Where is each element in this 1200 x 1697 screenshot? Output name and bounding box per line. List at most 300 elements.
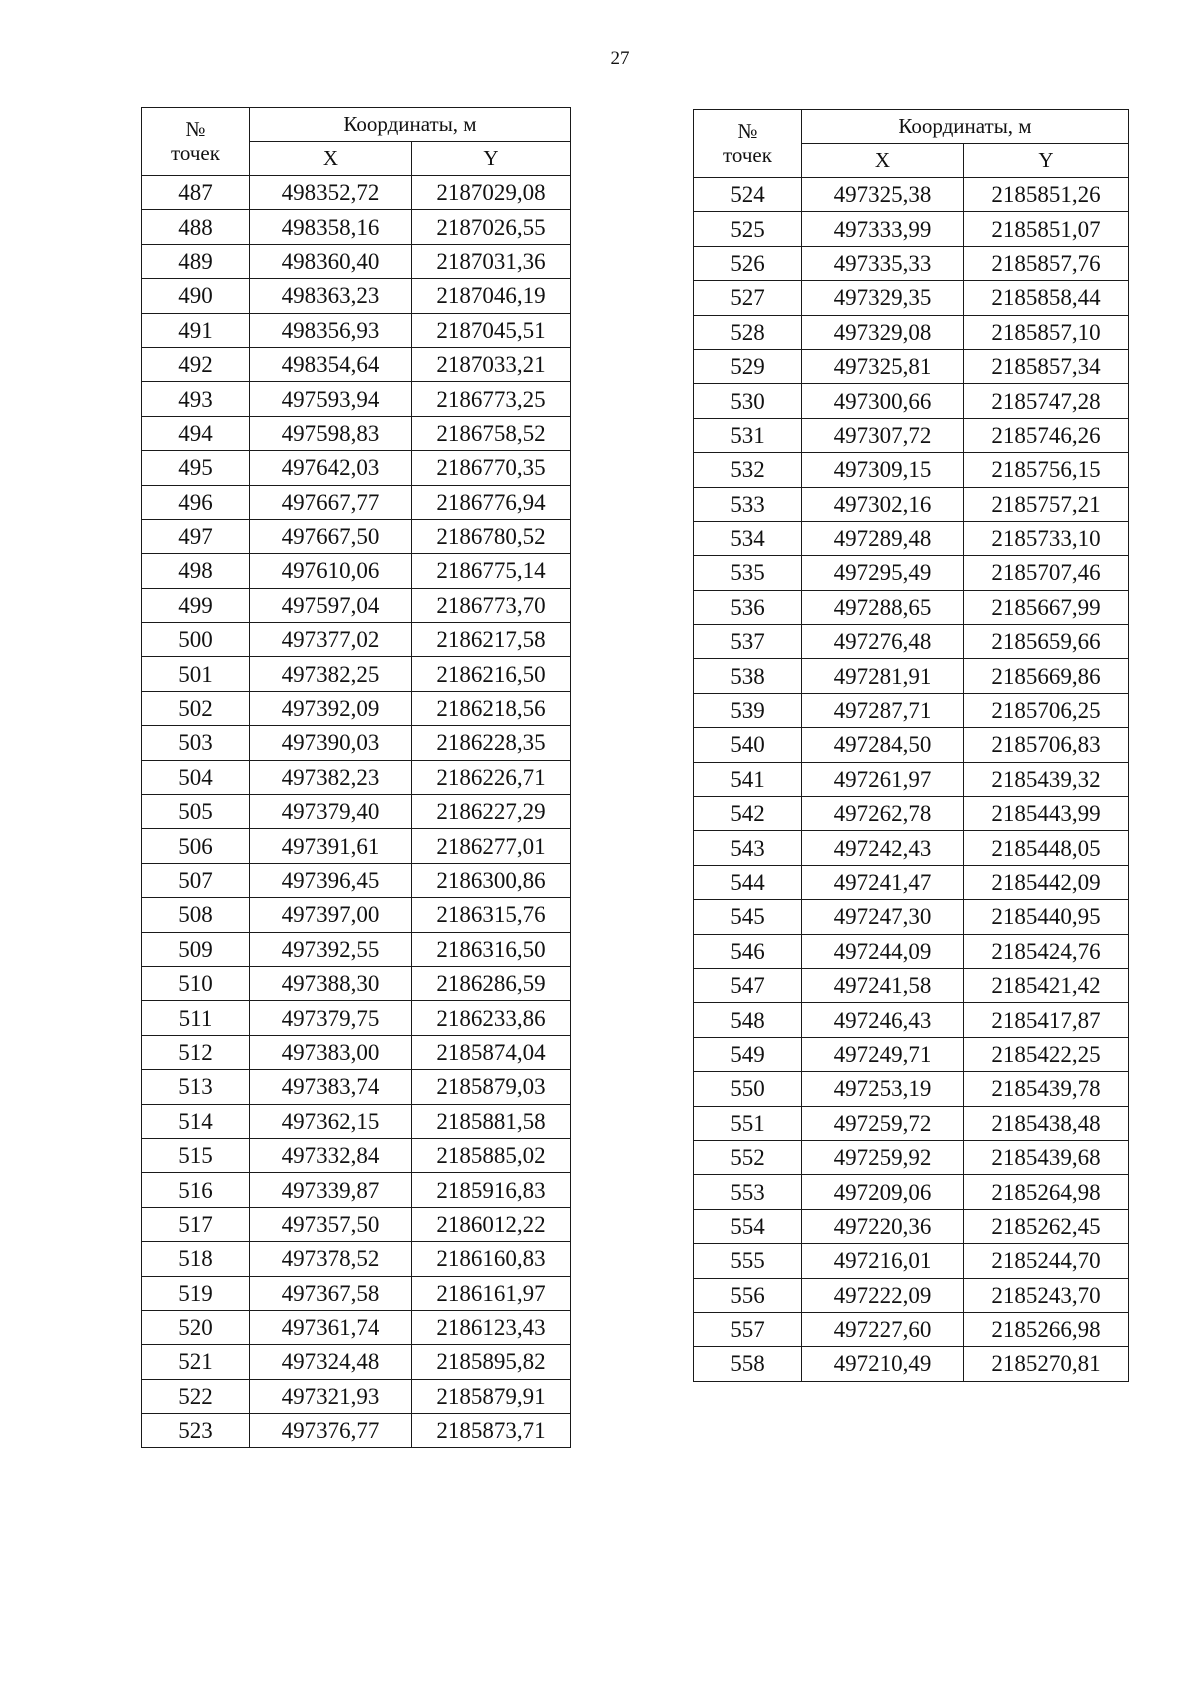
y-coordinate-cell: 2185669,86 — [964, 659, 1129, 693]
x-coordinate-cell: 497361,74 — [250, 1310, 412, 1344]
point-number-cell: 553 — [694, 1175, 802, 1209]
point-number-cell: 502 — [142, 691, 250, 725]
y-coordinate-cell: 2185857,76 — [964, 246, 1129, 280]
y-coordinate-cell: 2185439,32 — [964, 762, 1129, 796]
y-coordinate-cell: 2185270,81 — [964, 1347, 1129, 1381]
table-row — [694, 797, 1129, 831]
y-coordinate-cell: 2186780,52 — [412, 519, 571, 553]
y-coordinate-cell: 2185746,26 — [964, 418, 1129, 452]
table-row — [142, 726, 571, 760]
y-coordinate-cell: 2185857,34 — [964, 349, 1129, 383]
point-number-cell: 519 — [142, 1276, 250, 1310]
point-number-cell: 532 — [694, 453, 802, 487]
point-number-cell: 554 — [694, 1209, 802, 1243]
table-row — [142, 485, 571, 519]
table-row — [142, 1207, 571, 1241]
y-coordinate-cell: 2185733,10 — [964, 521, 1129, 555]
x-coordinate-cell: 497302,16 — [802, 487, 964, 521]
x-coordinate-cell: 497321,93 — [250, 1379, 412, 1413]
point-number-cell: 525 — [694, 212, 802, 246]
point-number-cell: 536 — [694, 590, 802, 624]
y-coordinate-cell: 2187029,08 — [412, 176, 571, 210]
point-number-cell: 555 — [694, 1244, 802, 1278]
y-coordinate-cell: 2186316,50 — [412, 932, 571, 966]
point-number-symbol: № — [737, 119, 758, 144]
x-coordinate-cell: 497281,91 — [802, 659, 964, 693]
point-number-cell: 547 — [694, 968, 802, 1002]
x-coordinate-cell: 497329,08 — [802, 315, 964, 349]
table-row — [142, 244, 571, 278]
y-coordinate-cell: 2185707,46 — [964, 556, 1129, 590]
table-row — [694, 384, 1129, 418]
x-coordinate-cell: 497307,72 — [802, 418, 964, 452]
table-row — [694, 1175, 1129, 1209]
point-number-cell: 501 — [142, 657, 250, 691]
x-coordinate-cell: 498358,16 — [250, 210, 412, 244]
x-coordinate-cell: 497339,87 — [250, 1173, 412, 1207]
x-coordinate-cell: 497329,35 — [802, 281, 964, 315]
table-row — [694, 487, 1129, 521]
point-number-cell: 499 — [142, 588, 250, 622]
table-row — [142, 760, 571, 794]
point-number-cell: 491 — [142, 313, 250, 347]
y-coordinate-cell: 2186123,43 — [412, 1310, 571, 1344]
table-row — [142, 1379, 571, 1413]
y-coordinate-cell: 2185421,42 — [964, 968, 1129, 1002]
y-coordinate-cell: 2186161,97 — [412, 1276, 571, 1310]
x-coordinate-cell: 497379,40 — [250, 795, 412, 829]
table-row — [142, 966, 571, 1000]
y-coordinate-cell: 2185874,04 — [412, 1035, 571, 1069]
y-coordinate-cell: 2185858,44 — [964, 281, 1129, 315]
y-coordinate-cell: 2186233,86 — [412, 1001, 571, 1035]
x-coordinate-cell: 497227,60 — [802, 1312, 964, 1346]
point-number-cell: 531 — [694, 418, 802, 452]
table-row — [142, 898, 571, 932]
y-coordinate-cell: 2187046,19 — [412, 279, 571, 313]
point-number-cell: 496 — [142, 485, 250, 519]
y-coordinate-cell: 2187031,36 — [412, 244, 571, 278]
point-number-cell: 515 — [142, 1138, 250, 1172]
y-coordinate-cell: 2185439,68 — [964, 1140, 1129, 1174]
x-coordinate-cell: 497300,66 — [802, 384, 964, 418]
point-number-cell: 548 — [694, 1003, 802, 1037]
point-number-cell: 558 — [694, 1347, 802, 1381]
point-number-cell: 508 — [142, 898, 250, 932]
table-row — [142, 863, 571, 897]
point-number-cell: 550 — [694, 1072, 802, 1106]
x-coordinate-cell: 497610,06 — [250, 554, 412, 588]
y-coordinate-cell: 2186218,56 — [412, 691, 571, 725]
y-coordinate-cell: 2186775,14 — [412, 554, 571, 588]
table-row — [694, 900, 1129, 934]
y-coordinate-cell: 2186776,94 — [412, 485, 571, 519]
x-coordinate-cell: 497382,23 — [250, 760, 412, 794]
point-number-cell: 529 — [694, 349, 802, 383]
table-row — [142, 657, 571, 691]
y-coordinate-cell: 2185757,21 — [964, 487, 1129, 521]
point-number-cell: 557 — [694, 1312, 802, 1346]
x-coordinate-cell: 497357,50 — [250, 1207, 412, 1241]
point-number-cell: 503 — [142, 726, 250, 760]
table-row — [142, 1035, 571, 1069]
point-number-cell: 542 — [694, 797, 802, 831]
point-number-cell: 517 — [142, 1207, 250, 1241]
x-coordinate-cell: 497324,48 — [250, 1345, 412, 1379]
page-number: 27 — [610, 48, 630, 69]
table-row — [142, 1414, 571, 1448]
x-coordinate-cell: 497383,74 — [250, 1070, 412, 1104]
x-coordinate-cell: 497391,61 — [250, 829, 412, 863]
table-row — [142, 451, 571, 485]
y-coordinate-cell: 2186773,70 — [412, 588, 571, 622]
table-row — [694, 1140, 1129, 1174]
x-coordinate-cell: 498360,40 — [250, 244, 412, 278]
x-coordinate-cell: 497392,09 — [250, 691, 412, 725]
table-row — [142, 1242, 571, 1276]
table-row — [142, 347, 571, 381]
x-coordinate-cell: 497288,65 — [802, 590, 964, 624]
point-number-cell: 507 — [142, 863, 250, 897]
x-coordinate-cell: 497383,00 — [250, 1035, 412, 1069]
coordinates-header: Координаты, м — [250, 108, 571, 142]
point-number-cell: 524 — [694, 178, 802, 212]
y-column-header: Y — [412, 142, 571, 176]
point-number-cell: 528 — [694, 315, 802, 349]
y-coordinate-cell: 2187045,51 — [412, 313, 571, 347]
point-number-cell: 540 — [694, 728, 802, 762]
table-row — [142, 795, 571, 829]
y-coordinate-cell: 2186286,59 — [412, 966, 571, 1000]
table-row — [694, 934, 1129, 968]
table-row — [142, 554, 571, 588]
x-coordinate-cell: 497598,83 — [250, 416, 412, 450]
table-row — [694, 968, 1129, 1002]
point-number-cell: 521 — [142, 1345, 250, 1379]
table-row — [694, 590, 1129, 624]
x-coordinate-cell: 497392,55 — [250, 932, 412, 966]
y-coordinate-cell: 2187033,21 — [412, 347, 571, 381]
y-coordinate-cell: 2185243,70 — [964, 1278, 1129, 1312]
x-coordinate-cell: 497259,72 — [802, 1106, 964, 1140]
table-row — [142, 1070, 571, 1104]
table-row — [142, 519, 571, 553]
x-coordinate-cell: 497244,09 — [802, 934, 964, 968]
table-row — [142, 279, 571, 313]
x-coordinate-cell: 497593,94 — [250, 382, 412, 416]
table-row — [694, 418, 1129, 452]
table-row — [694, 1244, 1129, 1278]
point-number-cell: 494 — [142, 416, 250, 450]
y-coordinate-cell: 2185873,71 — [412, 1414, 571, 1448]
point-number-cell: 523 — [142, 1414, 250, 1448]
table-row — [142, 1345, 571, 1379]
table-row — [694, 762, 1129, 796]
table-row — [694, 1106, 1129, 1140]
point-number-cell: 552 — [694, 1140, 802, 1174]
point-number-cell: 538 — [694, 659, 802, 693]
y-coordinate-cell: 2185857,10 — [964, 315, 1129, 349]
table-row — [142, 1173, 571, 1207]
x-coordinate-cell: 497287,71 — [802, 693, 964, 727]
y-coordinate-cell: 2185442,09 — [964, 865, 1129, 899]
table-row — [694, 1209, 1129, 1243]
point-number-cell: 514 — [142, 1104, 250, 1138]
point-number-symbol: № — [185, 117, 206, 142]
x-coordinate-cell: 498356,93 — [250, 313, 412, 347]
x-coordinate-cell: 497378,52 — [250, 1242, 412, 1276]
x-coordinate-cell: 497220,36 — [802, 1209, 964, 1243]
x-coordinate-cell: 498352,72 — [250, 176, 412, 210]
x-coordinate-cell: 497295,49 — [802, 556, 964, 590]
y-coordinate-cell: 2185443,99 — [964, 797, 1129, 831]
table-row — [142, 691, 571, 725]
x-coordinate-cell: 497667,77 — [250, 485, 412, 519]
point-number-cell: 487 — [142, 176, 250, 210]
x-coordinate-cell: 497382,25 — [250, 657, 412, 691]
table-row — [694, 246, 1129, 280]
point-number-cell: 526 — [694, 246, 802, 280]
table-row — [694, 178, 1129, 212]
y-coordinate-cell: 2185879,91 — [412, 1379, 571, 1413]
x-coordinate-cell: 497388,30 — [250, 966, 412, 1000]
x-coordinate-cell: 497667,50 — [250, 519, 412, 553]
x-coordinate-cell: 497242,43 — [802, 831, 964, 865]
y-coordinate-cell: 2185747,28 — [964, 384, 1129, 418]
x-column-header: X — [802, 144, 964, 178]
y-coordinate-cell: 2185448,05 — [964, 831, 1129, 865]
y-coordinate-cell: 2185706,25 — [964, 693, 1129, 727]
table-row — [694, 625, 1129, 659]
point-number-cell: 490 — [142, 279, 250, 313]
point-number-cell: 544 — [694, 865, 802, 899]
point-number-cell: 527 — [694, 281, 802, 315]
x-coordinate-cell: 497284,50 — [802, 728, 964, 762]
table-row — [694, 1072, 1129, 1106]
y-coordinate-cell: 2186773,25 — [412, 382, 571, 416]
point-number-cell: 511 — [142, 1001, 250, 1035]
x-coordinate-cell: 497379,75 — [250, 1001, 412, 1035]
y-coordinate-cell: 2186216,50 — [412, 657, 571, 691]
table-row — [142, 1276, 571, 1310]
table-row — [142, 210, 571, 244]
x-coordinate-cell: 497325,81 — [802, 349, 964, 383]
table-row — [142, 829, 571, 863]
x-coordinate-cell: 497289,48 — [802, 521, 964, 555]
table-row — [142, 176, 571, 210]
y-coordinate-cell: 2185266,98 — [964, 1312, 1129, 1346]
point-number-cell: 545 — [694, 900, 802, 934]
x-column-header: X — [250, 142, 412, 176]
table-row — [694, 349, 1129, 383]
point-number-cell: 510 — [142, 966, 250, 1000]
table-row — [142, 1138, 571, 1172]
y-coordinate-cell: 2185659,66 — [964, 625, 1129, 659]
table-row — [694, 1312, 1129, 1346]
point-number-cell: 495 — [142, 451, 250, 485]
point-number-cell: 546 — [694, 934, 802, 968]
point-number-cell: 500 — [142, 623, 250, 657]
table-row — [142, 588, 571, 622]
table-row — [694, 728, 1129, 762]
table-row — [142, 313, 571, 347]
table-row — [142, 932, 571, 966]
x-coordinate-cell: 497241,58 — [802, 968, 964, 1002]
y-coordinate-cell: 2185706,83 — [964, 728, 1129, 762]
x-coordinate-cell: 497309,15 — [802, 453, 964, 487]
table-row — [694, 659, 1129, 693]
y-coordinate-cell: 2185264,98 — [964, 1175, 1129, 1209]
table-row — [694, 693, 1129, 727]
x-coordinate-cell: 498363,23 — [250, 279, 412, 313]
x-coordinate-cell: 497249,71 — [802, 1037, 964, 1071]
y-coordinate-cell: 2185262,45 — [964, 1209, 1129, 1243]
x-coordinate-cell: 497261,97 — [802, 762, 964, 796]
table-row — [142, 623, 571, 657]
table-row — [142, 416, 571, 450]
table-row — [694, 521, 1129, 555]
point-number-header — [142, 108, 250, 176]
x-coordinate-cell: 497335,33 — [802, 246, 964, 280]
point-number-cell: 541 — [694, 762, 802, 796]
table-row — [142, 1310, 571, 1344]
x-coordinate-cell: 498354,64 — [250, 347, 412, 381]
y-coordinate-cell: 2186315,76 — [412, 898, 571, 932]
point-number-cell: 516 — [142, 1173, 250, 1207]
y-coordinate-cell: 2186012,22 — [412, 1207, 571, 1241]
x-coordinate-cell: 497222,09 — [802, 1278, 964, 1312]
x-coordinate-cell: 497367,58 — [250, 1276, 412, 1310]
point-number-cell: 551 — [694, 1106, 802, 1140]
point-number-header — [694, 110, 802, 178]
x-coordinate-cell: 497333,99 — [802, 212, 964, 246]
x-coordinate-cell: 497332,84 — [250, 1138, 412, 1172]
x-coordinate-cell: 497276,48 — [802, 625, 964, 659]
x-coordinate-cell: 497210,49 — [802, 1347, 964, 1381]
table-row — [694, 212, 1129, 246]
point-number-cell: 498 — [142, 554, 250, 588]
point-number-cell: 549 — [694, 1037, 802, 1071]
y-coordinate-cell: 2185851,26 — [964, 178, 1129, 212]
x-coordinate-cell: 497376,77 — [250, 1414, 412, 1448]
point-number-label: точек — [723, 142, 772, 167]
y-coordinate-cell: 2185916,83 — [412, 1173, 571, 1207]
y-coordinate-cell: 2185417,87 — [964, 1003, 1129, 1037]
table-row — [694, 1278, 1129, 1312]
x-coordinate-cell: 497253,19 — [802, 1072, 964, 1106]
point-number-cell: 509 — [142, 932, 250, 966]
table-row — [694, 315, 1129, 349]
x-coordinate-cell: 497597,04 — [250, 588, 412, 622]
point-number-cell: 534 — [694, 521, 802, 555]
point-number-cell: 518 — [142, 1242, 250, 1276]
y-coordinate-cell: 2185756,15 — [964, 453, 1129, 487]
y-coordinate-cell: 2186227,29 — [412, 795, 571, 829]
y-coordinate-cell: 2185439,78 — [964, 1072, 1129, 1106]
x-coordinate-cell: 497397,00 — [250, 898, 412, 932]
table-row — [694, 556, 1129, 590]
point-number-cell: 533 — [694, 487, 802, 521]
x-coordinate-cell: 497259,92 — [802, 1140, 964, 1174]
y-coordinate-cell: 2186300,86 — [412, 863, 571, 897]
table-row — [694, 831, 1129, 865]
point-number-cell: 504 — [142, 760, 250, 794]
table-row — [142, 1104, 571, 1138]
y-coordinate-cell: 2186217,58 — [412, 623, 571, 657]
point-number-cell: 535 — [694, 556, 802, 590]
x-coordinate-cell: 497390,03 — [250, 726, 412, 760]
table-row — [694, 1347, 1129, 1381]
point-number-cell: 522 — [142, 1379, 250, 1413]
x-coordinate-cell: 497246,43 — [802, 1003, 964, 1037]
x-coordinate-cell: 497209,06 — [802, 1175, 964, 1209]
point-number-cell: 506 — [142, 829, 250, 863]
x-coordinate-cell: 497377,02 — [250, 623, 412, 657]
y-coordinate-cell: 2185885,02 — [412, 1138, 571, 1172]
x-coordinate-cell: 497247,30 — [802, 900, 964, 934]
point-number-cell: 543 — [694, 831, 802, 865]
table-row — [694, 1037, 1129, 1071]
point-number-cell: 488 — [142, 210, 250, 244]
y-coordinate-cell: 2185244,70 — [964, 1244, 1129, 1278]
x-coordinate-cell: 497396,45 — [250, 863, 412, 897]
y-coordinate-cell: 2185895,82 — [412, 1345, 571, 1379]
x-coordinate-cell: 497241,47 — [802, 865, 964, 899]
point-number-cell: 520 — [142, 1310, 250, 1344]
y-coordinate-cell: 2185438,48 — [964, 1106, 1129, 1140]
point-number-cell: 530 — [694, 384, 802, 418]
x-coordinate-cell: 497325,38 — [802, 178, 964, 212]
y-coordinate-cell: 2185881,58 — [412, 1104, 571, 1138]
y-coordinate-cell: 2185851,07 — [964, 212, 1129, 246]
table-row — [694, 865, 1129, 899]
point-number-cell: 492 — [142, 347, 250, 381]
point-number-cell: 537 — [694, 625, 802, 659]
x-coordinate-cell: 497216,01 — [802, 1244, 964, 1278]
y-coordinate-cell: 2186160,83 — [412, 1242, 571, 1276]
point-number-cell: 497 — [142, 519, 250, 553]
y-coordinate-cell: 2186226,71 — [412, 760, 571, 794]
point-number-cell: 489 — [142, 244, 250, 278]
point-number-cell: 556 — [694, 1278, 802, 1312]
coordinates-header: Координаты, м — [802, 110, 1129, 144]
y-coordinate-cell: 2186228,35 — [412, 726, 571, 760]
table-row — [694, 281, 1129, 315]
table-row — [142, 382, 571, 416]
y-coordinate-cell: 2185879,03 — [412, 1070, 571, 1104]
y-coordinate-cell: 2186277,01 — [412, 829, 571, 863]
point-number-cell: 513 — [142, 1070, 250, 1104]
y-coordinate-cell: 2185422,25 — [964, 1037, 1129, 1071]
y-coordinate-cell: 2186770,35 — [412, 451, 571, 485]
point-number-cell: 493 — [142, 382, 250, 416]
point-number-cell: 505 — [142, 795, 250, 829]
point-number-cell: 512 — [142, 1035, 250, 1069]
y-coordinate-cell: 2185440,95 — [964, 900, 1129, 934]
coordinates-table-right — [693, 109, 1129, 1382]
x-coordinate-cell: 497262,78 — [802, 797, 964, 831]
y-coordinate-cell: 2185424,76 — [964, 934, 1129, 968]
y-coordinate-cell: 2185667,99 — [964, 590, 1129, 624]
y-column-header: Y — [964, 144, 1129, 178]
table-row — [694, 1003, 1129, 1037]
x-coordinate-cell: 497362,15 — [250, 1104, 412, 1138]
table-row — [694, 453, 1129, 487]
point-number-label: точек — [171, 140, 220, 165]
x-coordinate-cell: 497642,03 — [250, 451, 412, 485]
coordinates-table-left — [141, 107, 571, 1448]
table-row — [142, 1001, 571, 1035]
